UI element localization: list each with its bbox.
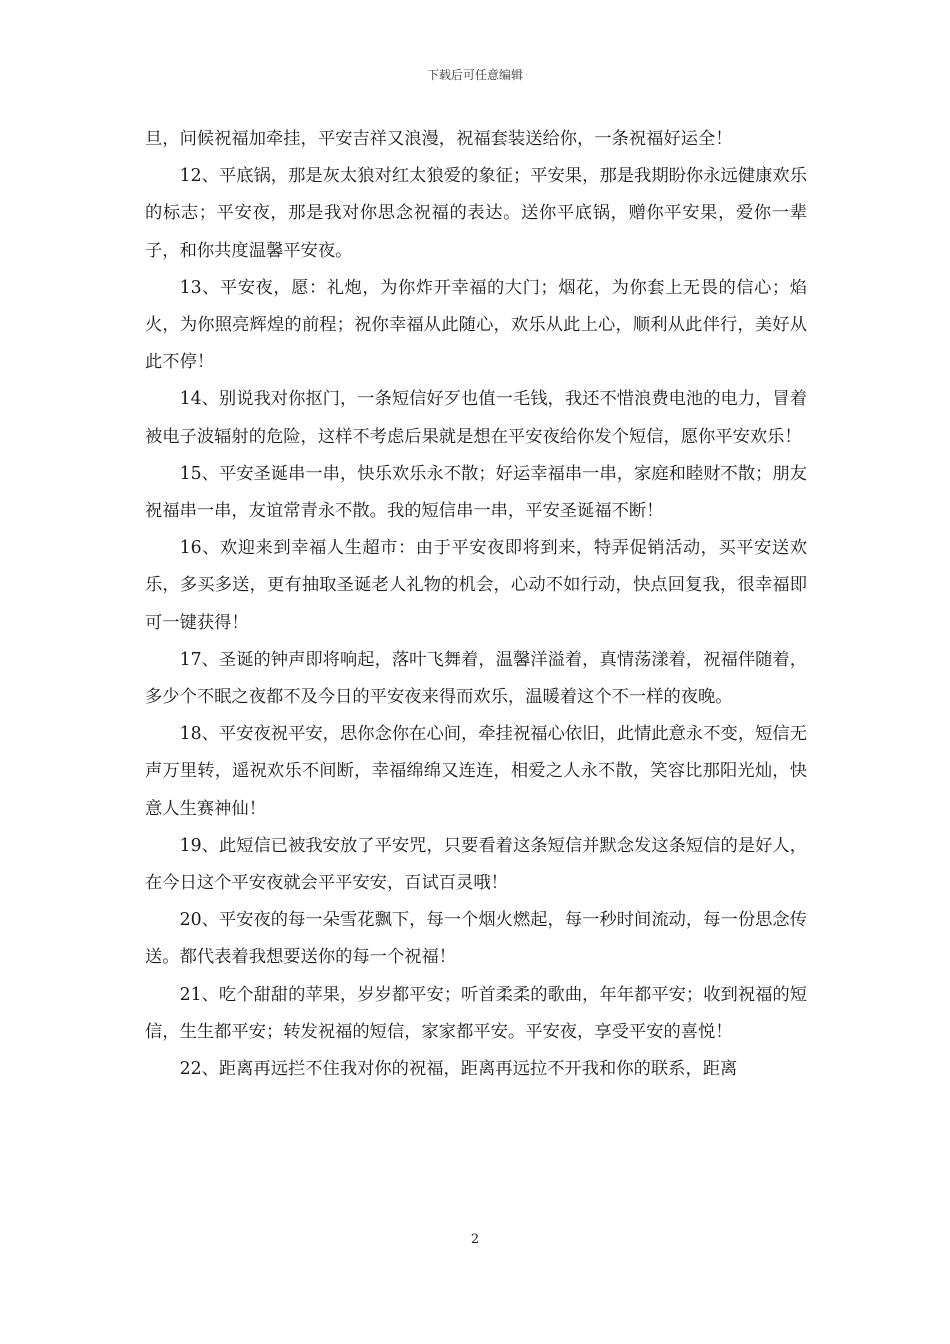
paragraph-item-17: 17、圣诞的钟声即将响起，落叶飞舞着，温馨洋溢着，真情荡漾着，祝福伴随着，多少个不眠之夜都不及今日的平安夜来得而欢乐，温暖着这个不一样的夜晚。 <box>145 649 807 708</box>
paragraph-item-21: 21、吃个甜甜的苹果，岁岁都平安；听首柔柔的歌曲，年年都平安；收到祝福的短信，生生都平安；转发祝福的短信，家家都平安。平安夜，享受平安的喜悦！ <box>145 984 807 1042</box>
paragraph-item-22: 22、距离再远拦不住我对你的祝福，距离再远拉不开我和你的联系，距离 <box>179 1059 738 1080</box>
paragraph-item-16: 16、欢迎来到幸福人生超市：由于平安夜即将到来，特弄促销活动，买平安送欢乐，多买多送，更有抽取圣诞老人礼物的机会，心动不如行动，快点回复我，很幸福即可一键获得！ <box>145 538 807 633</box>
paragraph-item-18: 18、平安夜祝平安，思你念你在心间，牵挂祝福心依旧，此情此意永不变，短信无声万里转，遥祝欢乐不间断，幸福绵绵又连连，相爱之人永不散，笑容比那阳光灿，快意人生赛神仙！ <box>145 724 807 819</box>
page-number: 2 <box>470 1232 480 1247</box>
paragraph-item-20: 20、平安夜的每一朵雪花飘下，每一个烟火燃起，每一秒时间流动，每一份思念传送。都代表着我想要送你的每一个祝福！ <box>145 910 807 968</box>
paragraph-item-19: 19、此短信已被我安放了平安咒，只要看着这条短信并默念发这条短信的是好人，在今日这个平安夜就会平平安安，百试百灵哦！ <box>145 835 807 894</box>
paragraph-item-13: 13、平安夜，愿：礼炮，为你炸开幸福的大门；烟花，为你套上无畏的信心；焰火，为你照亮辉煌的前程；祝你幸福从此随心，欢乐从此上心，顺利从此伴行，美好从此不停！ <box>145 277 807 373</box>
document-body <box>145 121 807 1088</box>
page-header: 下载后可任意编辑 <box>426 68 523 82</box>
paragraph-item-15: 15、平安圣诞串一串，快乐欢乐永不散；好运幸福串一串，家庭和睦财不散；朋友祝福串一串，友谊常青永不散。我的短信串一串，平安圣诞福不断！ <box>145 463 807 522</box>
paragraph-item-14: 14、别说我对你抠门，一条短信好歹也值一毛钱，我还不惜浪费电池的电力，冒着被电子波辐射的危险，这样不考虑后果就是想在平安夜给你发个短信，愿你平安欢乐！ <box>145 389 807 447</box>
paragraph-item-12: 12、平底锅，那是灰太狼对红太狼爱的象征；平安果，那是我期盼你永远健康欢乐的标志；平安夜，那是我对你思念祝福的表达。送你平底锅，赠你平安果，爱你一辈子，和你共度温馨平安夜。 <box>145 166 807 261</box>
paragraph-continuation: 旦，问候祝福加牵挂，平安吉祥又浪漫，祝福套装送给你，一条祝福好运全！ <box>145 129 733 149</box>
